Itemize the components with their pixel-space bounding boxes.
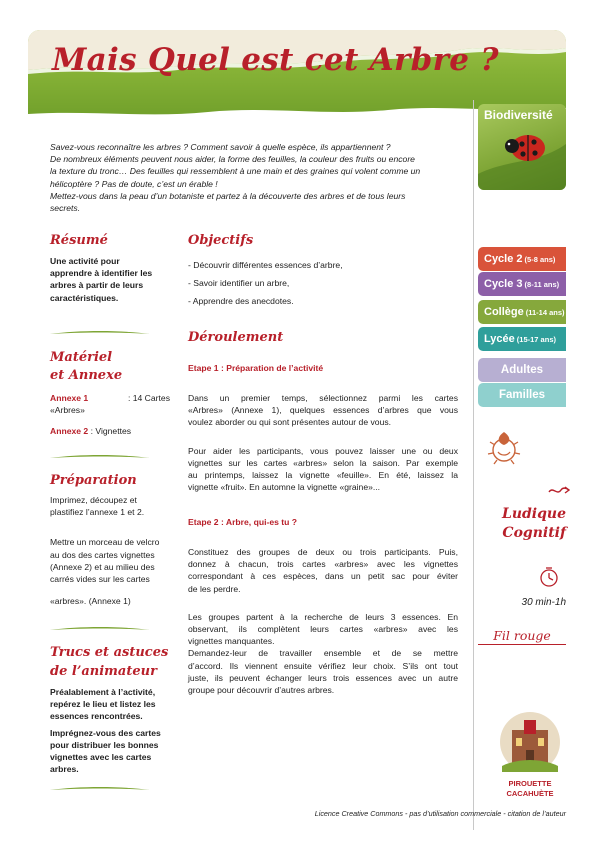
deroulement-heading: Déroulement <box>188 330 284 345</box>
trucs-heading-line: Trucs et astuces <box>50 645 169 660</box>
intro-line: Mettez-vous dans la peau d’un botaniste et partez à la découverte des arbres et de tous leurs <box>50 190 406 201</box>
preparation-line: Imprimez, découpez et <box>50 495 137 505</box>
nature-icon <box>484 428 524 468</box>
resume-line: caractéristiques. <box>50 292 119 303</box>
trucs-heading <box>50 643 168 681</box>
intro-text <box>50 141 460 214</box>
resume-line: Une activité pour <box>50 256 120 266</box>
objectifs-heading: Objectifs <box>188 233 254 248</box>
objectif-item: - Savoir identifier un arbre, <box>188 278 290 288</box>
intro-line: secrets. <box>50 203 81 214</box>
public-tag: Familles <box>478 383 566 407</box>
preparation-line: au dos des cartes vignettes <box>50 549 155 560</box>
cycle-ages: (8-11 ans) <box>524 279 560 289</box>
text-line: vignettes sur les cartes «arbres» selon la saison. Par exemple <box>188 457 458 468</box>
text-line: d’accord. Ils viennent ensuite vérifiez leur choix. S’ils ont tout <box>188 660 458 671</box>
text-line: au printemps, laissez la vignette «feuille». En été, laissez la <box>188 470 458 481</box>
materiel-heading-line: et Annexe <box>50 368 123 383</box>
cycle-tag <box>478 272 566 296</box>
etape2-heading: Etape 2 : Arbre, qui-es tu ? <box>188 517 298 527</box>
cycle-tag <box>478 247 566 271</box>
trucs-line: Imprégnez-vous des cartes <box>50 727 161 738</box>
text-line: vignettes manquantes. <box>188 636 275 647</box>
resume-heading: Résumé <box>50 233 108 248</box>
trucs-line: repérez le lieu et listez les <box>50 699 156 710</box>
preparation-line: Mettre un morceau de velcro <box>50 537 160 548</box>
cycle-tag <box>478 327 566 351</box>
annexe1-label: Annexe 1 <box>50 393 89 403</box>
resume-text <box>50 255 170 304</box>
intro-line: De nombreux éléments peuvent nous aider, la forme des feuilles, la couleur des fruits ou encore <box>50 154 415 165</box>
fil-rouge-label: Fil rouge <box>478 628 566 645</box>
text-line: Constituez des groupes de deux ou trois participants. Puis, <box>188 547 458 557</box>
cycle-label: Lycée <box>484 333 515 345</box>
grass-divider <box>50 624 150 634</box>
trucs-text <box>50 686 170 775</box>
materiel-heading-line: Matériel <box>50 350 113 365</box>
sidebar-divider <box>473 100 474 830</box>
clock-icon <box>538 565 560 589</box>
preparation-line: plastifiez l’annexe 1 et 2. <box>50 507 145 518</box>
cycle-label: Collège <box>484 306 524 318</box>
public-tag: Adultes <box>478 358 566 382</box>
grass-divider <box>50 452 150 462</box>
text-line: vignette «fruit». En automne la vignette «graine»... <box>188 482 381 493</box>
materiel-heading <box>50 349 122 385</box>
trucs-heading-line: de l’animateur <box>50 664 157 679</box>
trucs-line: Préalablement à l’activité, <box>50 687 156 697</box>
text-line: groupe pour découvrir d’autres arbres. <box>188 685 335 696</box>
annexe1-text2: «Arbres» <box>50 405 85 416</box>
etape1-heading: Etape 1 : Préparation de l’activité <box>188 363 324 373</box>
resume-line: apprendre à identifier les <box>50 268 153 279</box>
preparation-text <box>50 494 170 607</box>
cycle-label: Cycle 2 <box>484 253 523 265</box>
cycle-ages: (15-17 ans) <box>516 334 556 344</box>
annexe1-text: : 14 Cartes <box>127 393 170 403</box>
etape2-text <box>188 546 458 696</box>
text-line: Les groupes partent à la recherche de leurs 3 essences. En <box>188 611 458 622</box>
cycle-tag <box>478 300 566 324</box>
objectif-item: - Apprendre des anecdotes. <box>188 296 294 306</box>
preparation-line: carrés vides sur les cartes <box>50 574 150 585</box>
resume-line: arbres à partir de leurs <box>50 280 144 291</box>
logo-text-1: PIROUETTE <box>508 779 552 788</box>
license-footer: Licence Creative Commons - pas d’utilisation commerciale - citation de l’auteur <box>314 809 566 818</box>
grass-divider <box>50 784 150 794</box>
duration: 30 min-1h <box>521 597 566 608</box>
text-line: Dans un premier temps, sélectionnez parmi les cartes <box>188 393 458 403</box>
etape1-text <box>188 392 458 493</box>
materiel-text <box>50 392 170 438</box>
intro-line: la texture du tronc… Des feuilles qui ressemblent à une main et des graines qui volent comme un <box>50 166 421 177</box>
grass-divider <box>50 328 150 338</box>
preparation-line: «arbres». (Annexe 1) <box>50 596 131 607</box>
activity-type-cognitif: Cognitif <box>502 525 566 541</box>
activity-type-ludique: Ludique <box>501 506 566 522</box>
theme-label: Biodiversité <box>484 108 553 122</box>
text-line: de les perdre. <box>188 583 241 594</box>
trucs-line: essences rencontrées. <box>50 711 143 722</box>
cycle-ages: (5-8 ans) <box>524 254 556 264</box>
text-line: «Arbres» (Annexe 1), quelques essences d’arbres que vous <box>188 405 458 416</box>
trucs-line: arbres. <box>50 764 79 775</box>
text-line: Demandez-leur de travailler ensemble et de se mettre <box>188 648 458 659</box>
arrow-icon <box>548 484 570 498</box>
activity-type <box>480 505 566 543</box>
intro-line: Savez-vous reconnaître les arbres ? Comment savoir à quelle espèce, ils appartiennent ? <box>50 142 391 152</box>
text-line: donnez à chacun, trois cartes «arbres» avec les vignettes <box>188 559 458 570</box>
objectifs-list <box>188 256 458 310</box>
logo-text-2: CACAHUÈTE <box>506 789 554 798</box>
pirouette-cacahuete-logo <box>498 708 562 804</box>
text-line: Pour aider les participants, vous pouvez laisser une ou deux <box>188 445 458 456</box>
text-line: voulez aborder ou qui sont présentes autour de vous. <box>188 417 392 428</box>
trucs-line: vignettes avec les cartes <box>50 752 152 763</box>
intro-line: hélicoptère ? Pas de doute, c’est un érable ! <box>50 178 218 189</box>
preparation-heading: Préparation <box>50 473 137 488</box>
cycle-label: Cycle 3 <box>484 278 523 290</box>
cycle-ages: (11-14 ans) <box>525 307 565 317</box>
text-line: correspondant à ces espèces, dans un petit sac pour éviter <box>188 571 458 582</box>
objectif-item: - Découvrir différentes essences d’arbre, <box>188 260 343 270</box>
page-title: Mais Quel est cet Arbre ? <box>52 42 499 78</box>
trucs-line: pour distribuer les bonnes <box>50 739 159 750</box>
text-line: observant, ils complètent leurs cartes «arbres» avec les <box>188 624 458 635</box>
text-line: juste, ils peuvent échanger leurs trois essences avec un autre <box>188 672 458 683</box>
preparation-line: (Annexe 2) et au milieu des <box>50 561 155 572</box>
annexe2-label: Annexe 2 <box>50 426 89 437</box>
annexe2-text: : Vignettes <box>90 426 132 437</box>
